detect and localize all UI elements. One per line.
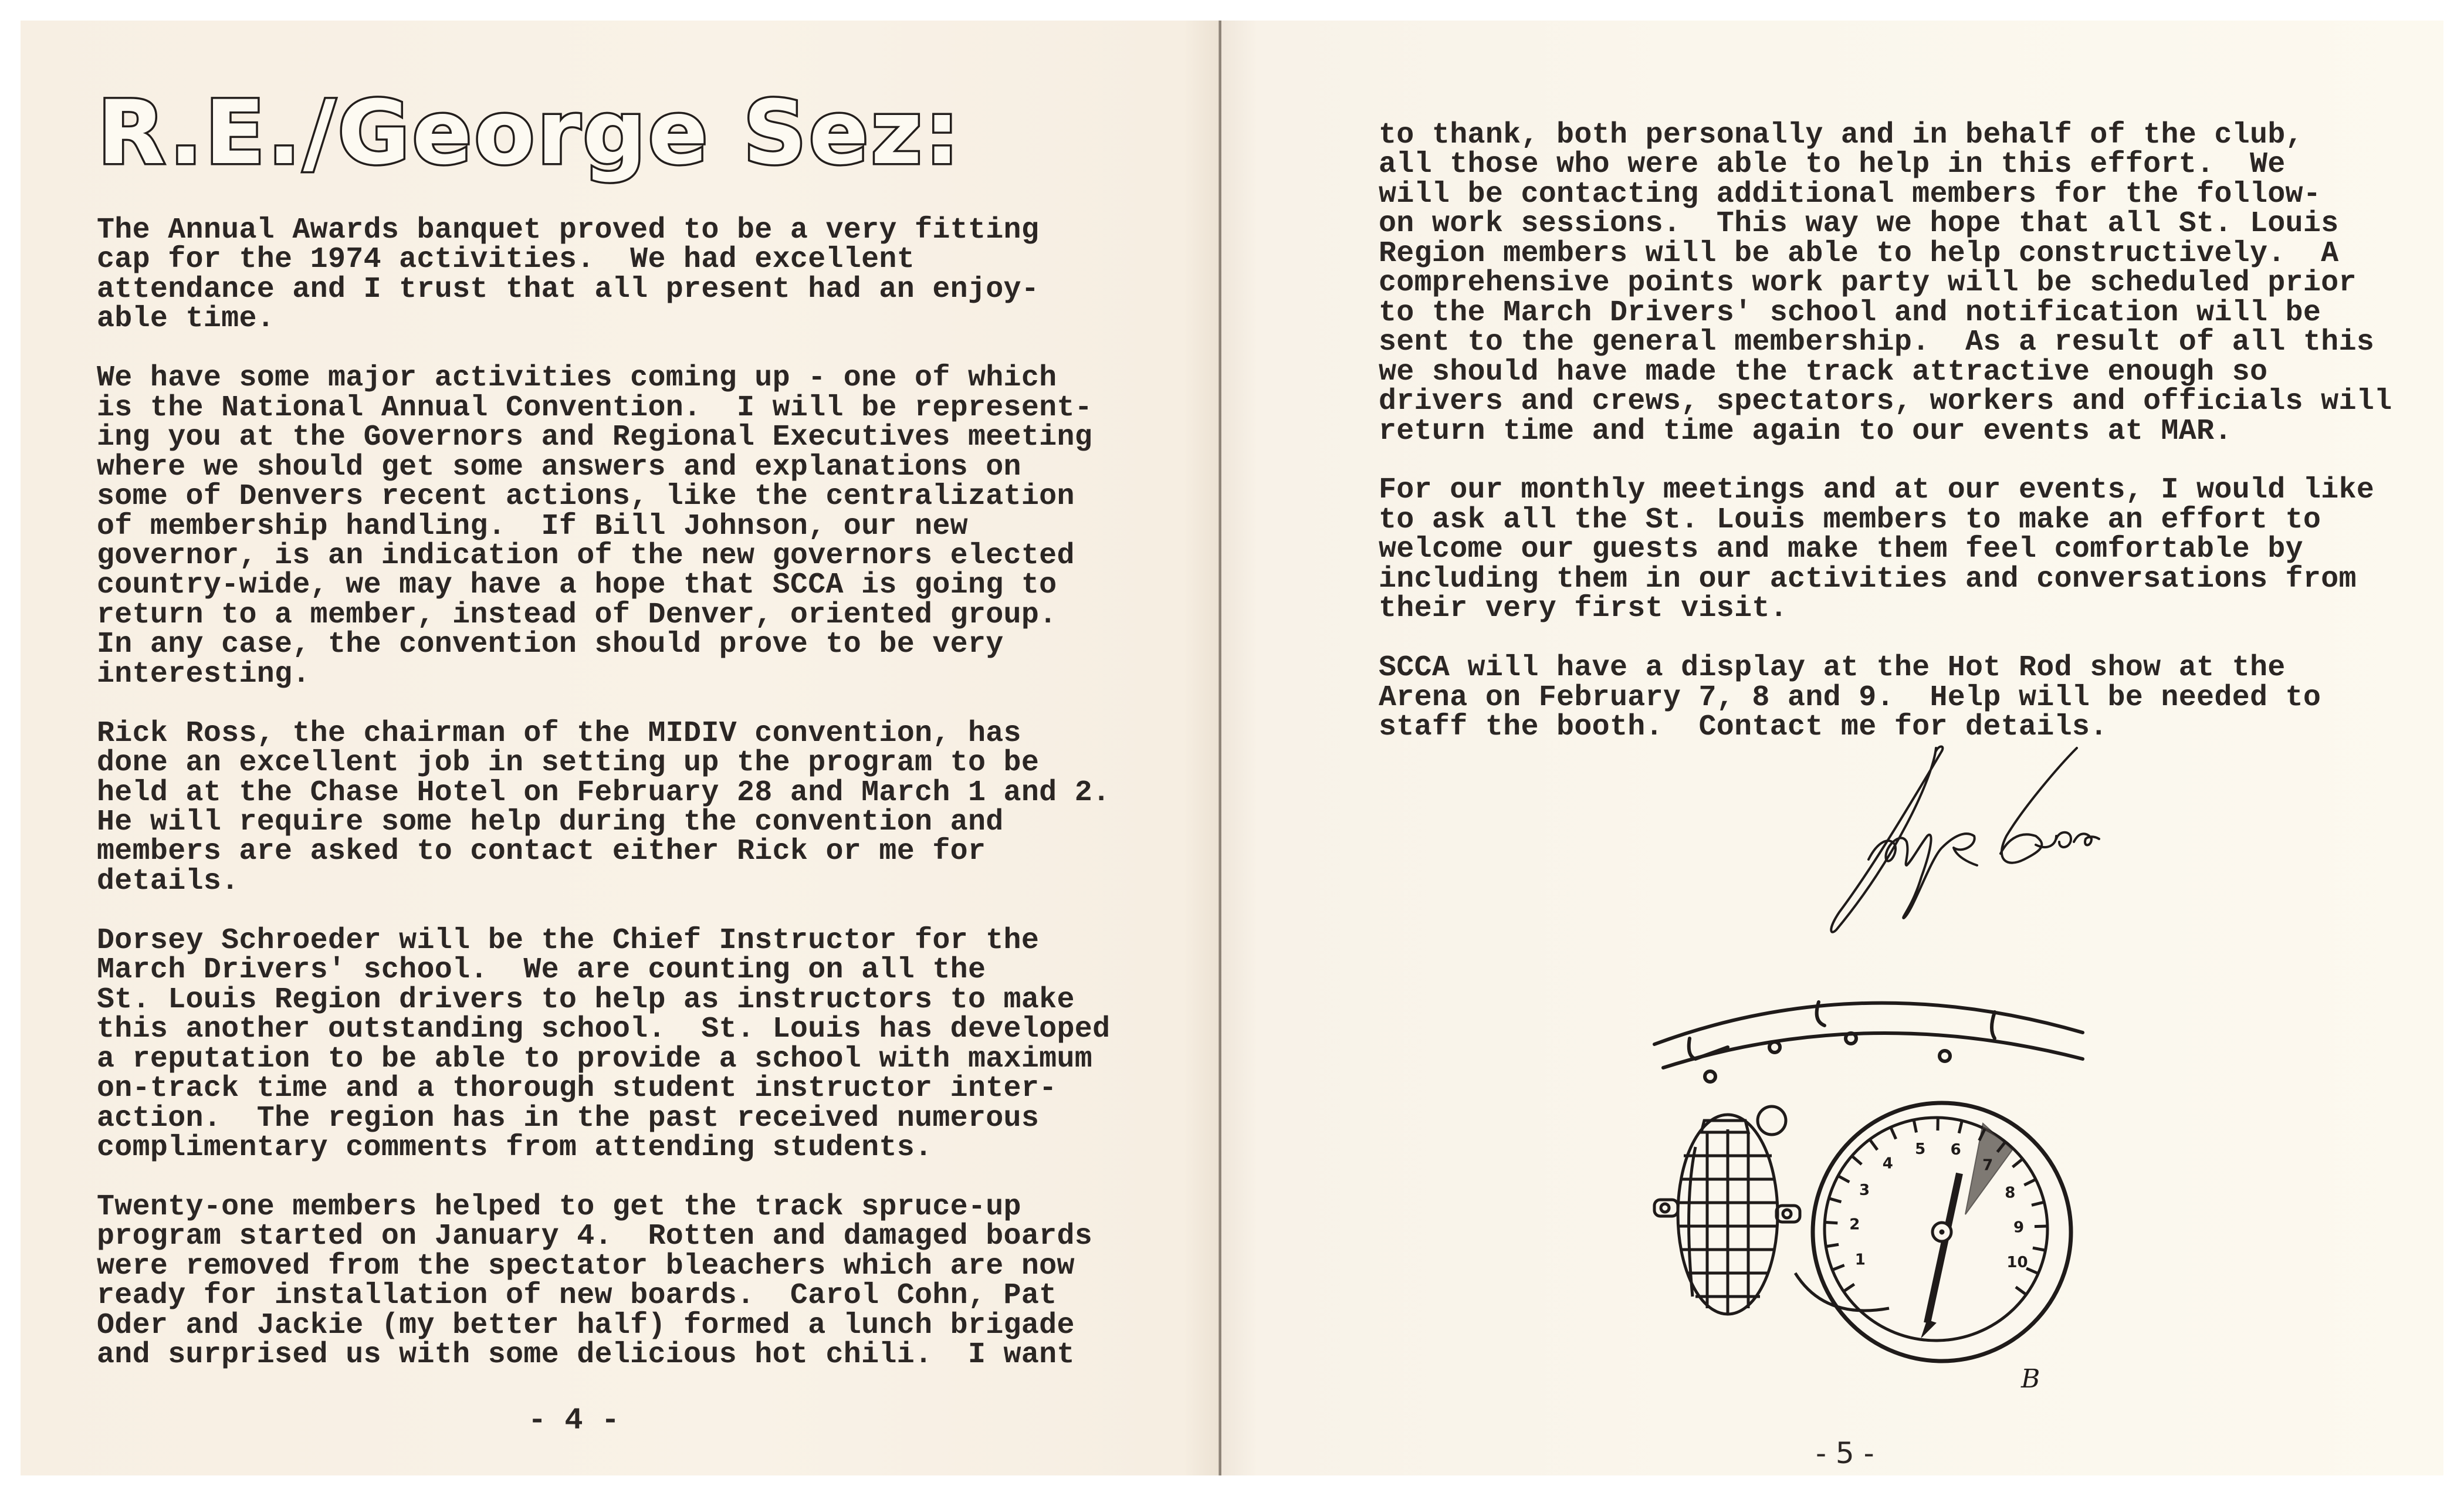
text-line: to thank, both personally and in behalf of the club,	[1379, 119, 2303, 152]
gauge-label: 8	[2005, 1184, 2016, 1202]
page-number-left: - 4 -	[528, 1403, 620, 1438]
text-line: SCCA will have a display at the Hot Rod show at the	[1379, 651, 2286, 685]
text-line: attendance and I trust that all present had an enjoy-	[97, 272, 1040, 306]
text-line: we should have made the track attractive enough so	[1379, 355, 2268, 389]
text-line: He will require some help during the convention and	[97, 805, 1004, 840]
text-line: Rick Ross, the chairman of the MIDIV convention, has	[97, 716, 1021, 750]
text-line: this another outstanding school. St. Louis has developed	[97, 1013, 1111, 1047]
pressure-gauge-icon	[1795, 1103, 2071, 1361]
text-line: their very first visit.	[1379, 592, 1788, 626]
grenade-gauge-illustration	[1649, 980, 2094, 1414]
text-line: In any case, the convention should prove to be very	[97, 628, 1004, 662]
text-line: action. The region has in the past received numerous	[97, 1101, 1040, 1135]
page-title	[94, 75, 962, 187]
text-line: Arena on February 7, 8 and 9. Help will be needed to	[1379, 681, 2321, 715]
text-line: will be contacting additional members for the follow-	[1379, 177, 2321, 211]
artist-mark: B	[2021, 1364, 2040, 1394]
text-line: governor, is an indication of the new governors elected	[97, 539, 1075, 573]
bezel-inner-arc	[1663, 1033, 2083, 1068]
gauge-label: 4	[1882, 1155, 1893, 1173]
left-paragraph-1	[97, 216, 1110, 334]
text-line: welcome our guests and make them feel comfortable by	[1379, 533, 2303, 567]
gauge-label: 6	[1950, 1140, 1961, 1159]
text-line: members are asked to contact either Rick or me for	[97, 835, 986, 869]
signature	[1825, 742, 2100, 936]
text-line: interesting.	[97, 657, 310, 691]
screw-icon	[1769, 1042, 1780, 1052]
text-line: return time and time again to our events at MAR.	[1379, 414, 2232, 448]
right-page-body	[1379, 121, 2392, 742]
text-line: drivers and crews, spectators, workers and officials will	[1379, 385, 2392, 419]
gauge-label: 5	[1915, 1140, 1926, 1158]
left-paragraph-4	[97, 923, 1111, 1165]
text-line: staff the booth. Contact me for details.	[1379, 710, 2108, 744]
text-line: Twenty-one members helped to get the track spruce-up	[97, 1190, 1021, 1224]
gauge-label: 3	[1859, 1182, 1870, 1200]
right-paragraph-2	[1379, 473, 2392, 626]
text-line: on-track time and a thorough student instructor inter-	[97, 1072, 1057, 1106]
gauge-label: 7	[1982, 1156, 1993, 1175]
gauge-label: 9	[2013, 1219, 2025, 1237]
bezel-segment-3	[1992, 1012, 1995, 1038]
bezel-outer-arc	[1654, 1003, 2083, 1044]
text-line: comprehensive points work party will be scheduled prior	[1379, 266, 2357, 300]
text-line: is the National Annual Convention. I will be represent-	[97, 391, 1093, 425]
text-line: held at the Chase Hotel on February 28 and March 1 and 2.	[97, 776, 1111, 810]
right-paragraph-3	[1379, 651, 2392, 744]
text-line: were removed from the spectator bleachers which are now	[97, 1249, 1075, 1283]
text-line: country-wide, we may have a hope that SCCA is going to	[97, 568, 1057, 603]
gauge-tick	[1825, 1222, 1837, 1223]
text-line: For our monthly meetings and at our events, I would like	[1379, 473, 2375, 507]
text-line: sent to the general membership. As a result of all this	[1379, 326, 2375, 360]
text-line: program started on January 4. Rotten and damaged boards	[97, 1220, 1093, 1254]
gauge-tick	[1826, 1244, 1839, 1246]
screw-icon	[1705, 1071, 1715, 1082]
left-paragraph-3	[97, 716, 1111, 898]
text-line: ready for installation of new boards. Carol Cohn, Pat	[97, 1279, 1057, 1313]
book-spine	[1219, 21, 1221, 1475]
gauge-label: 1	[1854, 1251, 1866, 1269]
bezel-segment-1	[1689, 1038, 1728, 1059]
paragraph-gap	[1379, 446, 2392, 476]
paragraph-gap	[1379, 624, 2392, 654]
text-line: March Drivers' school. We are counting on all the	[97, 953, 986, 987]
paragraph-gap	[97, 689, 1110, 719]
text-line: complimentary comments from attending students.	[97, 1131, 933, 1165]
text-line: to the March Drivers' school and notification will be	[1379, 296, 2321, 330]
text-line: Dorsey Schroeder will be the Chief Instructor for the	[97, 923, 1040, 957]
paragraph-gap	[97, 334, 1110, 364]
title-lettering	[94, 75, 962, 187]
text-line: done an excellent job in setting up the program to be	[97, 746, 1040, 780]
gauge-label: 2	[1849, 1216, 1860, 1234]
left-paragraph-5	[97, 1190, 1110, 1372]
gauge-label: 10	[2006, 1253, 2028, 1271]
paragraph-gap	[97, 896, 1110, 926]
left-page-body	[97, 216, 1110, 1370]
title-text: R.E./George Sez:	[97, 82, 962, 184]
text-line: where we should get some answers and explanations on	[97, 450, 1021, 484]
text-line: some of Denvers recent actions, like the centralization	[97, 480, 1075, 514]
text-line: Oder and Jackie (my better half) formed a lunch brigade	[97, 1308, 1075, 1342]
page-number-right: - 5 -	[1816, 1436, 1874, 1470]
text-line: return to a member, instead of Denver, oriented group.	[97, 598, 1057, 632]
text-line: including them in our activities and conversations from	[1379, 562, 2357, 596]
text-line: a reputation to be able to provide a school with maximum	[97, 1042, 1093, 1076]
text-line: all those who were able to help in this effort. We	[1379, 148, 2286, 182]
text-line: on work sessions. This way we hope that all St. Louis	[1379, 207, 2339, 241]
text-line: ing you at the Governors and Regional Executives meeting	[97, 421, 1093, 455]
text-line: St. Louis Region drivers to help as instructors to make	[97, 983, 1075, 1017]
right-paragraph-1	[1379, 121, 2392, 446]
text-line: able time.	[97, 302, 275, 336]
grenade-icon	[1654, 1106, 1800, 1314]
text-line: and surprised us with some delicious hot chili. I want	[97, 1338, 1075, 1372]
text-line: We have some major activities coming up - one of which	[97, 361, 1057, 395]
paragraph-gap	[97, 1163, 1110, 1192]
text-line: of membership handling. If Bill Johnson, our new	[97, 509, 968, 543]
screw-icon	[1846, 1033, 1856, 1044]
gauge-tick	[2035, 1226, 2047, 1227]
text-line: cap for the 1974 activities. We had excellent	[97, 243, 915, 277]
signature-stroke-iola	[2036, 832, 2099, 847]
text-line: details.	[97, 864, 239, 898]
screw-icon	[1940, 1051, 1950, 1061]
left-paragraph-2	[97, 361, 1110, 691]
text-line: The Annual Awards banquet proved to be a very fitting	[97, 214, 1040, 247]
text-line: Region members will be able to help constructively. A	[1379, 236, 2339, 270]
text-line: to ask all the St. Louis members to make an effort to	[1379, 503, 2321, 537]
